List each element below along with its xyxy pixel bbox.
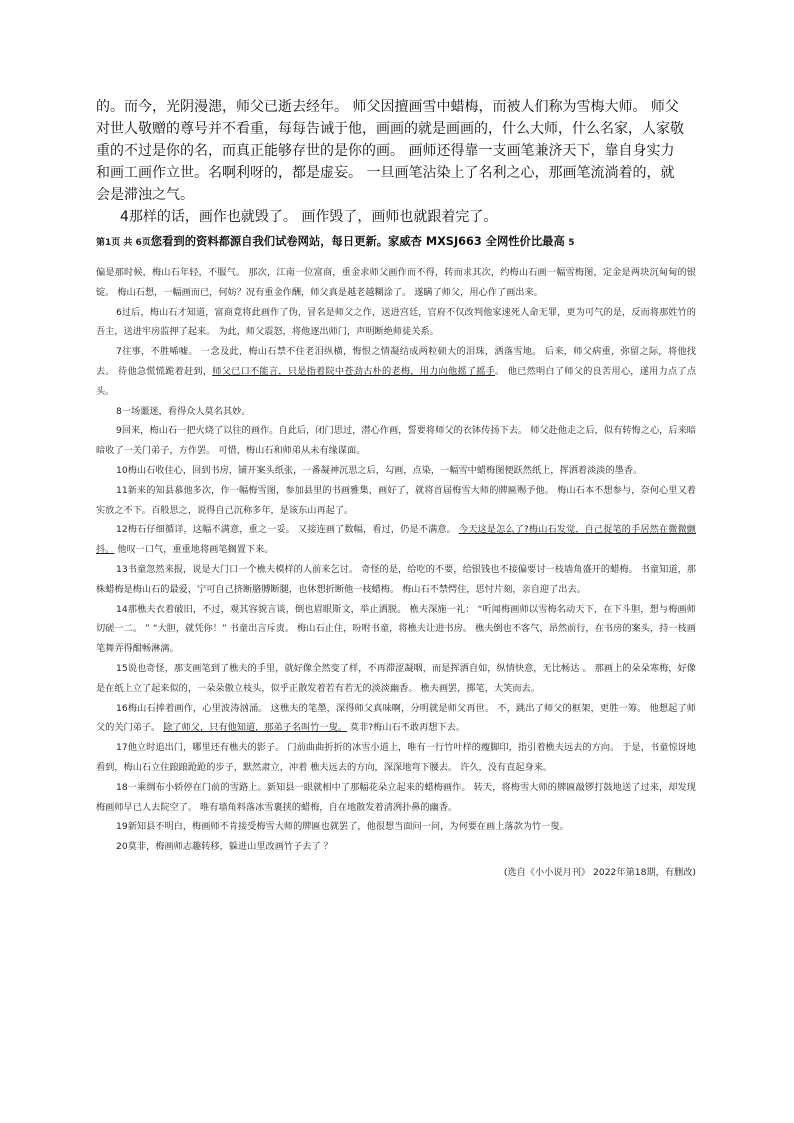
- underlined-text: 师父已口不能言，只是指着院中苍劲古朴的老梅，用力向他摇了摇手: [212, 365, 496, 377]
- paragraph-text: 12梅石仔细循详，这幅不满意，重之一妥。 又接连画了数幅，看过，仍是不满意。: [116, 524, 459, 536]
- paragraph-text: 16梅山石捧着画作，心里波涛汹涌。 这樵夫的笔墨，深得师父真味啊，分明就是师父再世。 不，跳出了师父的框架，更胜一筹。 他想起了师父的关门弟子。: [96, 702, 696, 734]
- paragraph-p10: [96, 461, 696, 481]
- intro-line: 的。而今，光阴漫漶，师父已逝去经年。 师父因擅画雪中蜡梅，而被人们称为雪梅大师。 师父: [96, 99, 679, 115]
- paragraph-p17: [96, 738, 696, 778]
- paragraph-p16: [96, 699, 696, 739]
- paragraph-p6: [96, 303, 696, 343]
- paragraph-p8: [96, 402, 696, 422]
- paragraph-text: 17他立时追出门，哪里还有樵夫的影子。 门前曲曲折折的冰雪小道上，唯有一行竹叶样的瘦脚印，指引着樵夫远去的方向。 于是，书童惊讶地看到，梅山石立住踉踉跄跄的步子，默然肃立，冲着 樵夫远去的方向，深深地弯下腰去。 许久，没有直起身来。: [96, 742, 696, 773]
- paragraph-text: 莫非?梅山石不敢再想下去。: [346, 722, 466, 734]
- paragraph-text: 8一场噩迷，看得众人莫名其妙。: [116, 405, 251, 417]
- intro-line: 对世人敬赠的尊号并不看重，每每告诫于他，画画的就是画画的，什么大师，什么名家，人家敬: [96, 121, 684, 137]
- page-footer: [96, 234, 708, 251]
- paragraph-p9: [96, 421, 696, 461]
- underlined-text: 今天这是怎么了?梅山石发觉，自己捉笔的手居然在微微颤抖。: [96, 524, 696, 556]
- intro-paragraph-end: [96, 206, 696, 228]
- intro-line: 和画工画作立世。名啊利呀的，都是虚妄。 一旦画笔沾染上了名利之心，那画笔流淌着的，就: [96, 165, 675, 181]
- intro-line: 会是滞浊之气。: [96, 187, 194, 203]
- intro-paragraph: [96, 96, 696, 206]
- site-ad: 您看到的资料都源自我们试卷网站，每日更新。家威杏 MXSJ663 全网性价比最高: [150, 235, 565, 248]
- article-body: [96, 263, 696, 883]
- paragraph-text: 。 他已然明白了师父的良苦用心，遂用力点了点头。: [96, 365, 697, 397]
- paragraph-p11: [96, 481, 696, 521]
- paragraph-p15: [96, 659, 696, 699]
- paragraph-text: 7往事，不胜唏嘘。 一念及此，梅山石禁不住老泪纵横，悔恨之情凝结成两粒硕大的泪珠，洒落雪地。 后来，师父病重，弥留之际，将他找去。 待他急慌慌跪着赶到，: [96, 346, 696, 377]
- paragraph-text: 15说也奇怪，那支画笔到了樵夫的手里，就好像全然变了样，不再滞涩凝咽，而是挥洒自如，纵情快意，无比畅达 。 那画上的朵朵寒梅，好像是在纸上立了起来似的，一朵朵傲立枝头，似乎正散发着若有若无的淡淡幽香。 樵夫画罢，掷笔，大笑而去。: [96, 662, 696, 694]
- paragraph-text: 他叹一口气，重重地将画笔搁置下来。: [114, 544, 274, 556]
- paragraph-text: 14那樵夫衣着破旧，不过，观其容貌言谈，倒也眉眼斯文，举止洒脱。 樵夫深施一礼： “听闻梅画师以雪梅名动天下，在下斗胆，想与梅画师切磋一二。 ” “大胆，就凭你！” 书童出言斥责。 梅山石止住，吩咐书童，将樵夫让进书房。 樵夫倒也不客气，昂然前行，在书房的案头，持一枝画笔舞弄得酣畅淋漓。: [96, 603, 696, 655]
- paragraph-text: 20莫非，梅画师志趣转移，躲进山里改画竹子去了 ？: [116, 841, 333, 853]
- paragraph-p12: [96, 520, 696, 560]
- paragraph-text: 10梅山石收住心，回到书房，铺开案头纸张，一番凝神沉思之后，勾画，点染，一幅雪中蜡梅图便跃然纸上，挥洒着淡淡的墨香。: [116, 464, 643, 476]
- paragraph-p19: [96, 817, 696, 837]
- paragraph-p14: [96, 600, 696, 659]
- paragraph-text: 18一乘绸布小轿停在门前的雪路上。新知县一眼就相中了那幅花朵立起来的蜡梅画作。 转天，将梅雪大师的牌匾敲锣打鼓地送了过来，却发现梅画师早已人去院空了。 唯有墙角料落冰雪裹挟的蜡梅，自在地散发着清冽扑鼻的幽香。: [96, 781, 696, 813]
- paragraph-text: 偏是那时候，梅山石年轻，不服气。 那次，江南一位富商，重金求师父画作而不得，转而求其次，约梅山石画一幅雪梅图，定金是两块沉甸甸的银锭。 梅山石想，一幅画而已，何妨？况有重金作酬，师父真是越老越糊涂了。 遂瞒了师父，用心作了画出来。: [96, 267, 696, 298]
- paragraph-4: 4那样的话，画作也就毁了。 画作毁了，画师也就跟着完了。: [120, 209, 498, 225]
- paragraph-text: 11新来的知县慕他多次，作一幅梅雪图，参加县里的书画雅集，画好了，就将首届梅雪大师的牌匾赐予他。 梅山石本不想参与，奈何心里又着实放之不下。百般思之，说得自己沉称多年，是该东山再起了。: [96, 484, 696, 516]
- paragraph-text: 13书童忽然来报，说是大门口一个樵夫模样的人前来乞讨。 奇怪的是，给吃的不要，给银钱也不接偏要讨一枝墙角盛开的蜡梅。 书童知道，那株蜡梅是梅山石的最爱，宁可自己挤断胳膊断腿，也休想折断他一枝蜡梅。 梅山石不禁愕住，思忖片刻，亲自迎了出去。: [96, 563, 696, 595]
- paragraph-text: 19新知县不明白，梅画师不肯接受梅雪大师的牌匾也就罢了，他很想当面问一问，为何要在画上落款为竹一叟。: [116, 821, 569, 833]
- underlined-text: 除了师父，只有他知道，那弟子名叫竹一叟。: [163, 722, 347, 734]
- source-citation: (选自《小小说月刊》 2022年第18期，有删改): [503, 866, 696, 878]
- intro-line: 重的不过是你的名，而真正能够存世的是你的画。 画师还得靠一支画笔兼济天下，靠自身实力: [96, 143, 675, 159]
- paragraph-p13: [96, 560, 696, 600]
- page-number-tail: 5: [568, 238, 575, 248]
- paragraph-text: 9回来，梅山石一把火烧了以往的画作。自此后，闭门思过，潜心作画，誓要将师父的衣钵传扬下去。 师父赴他走之后，似有转悔之心，后来暗暗收了一关门弟子，方作罢。 可惜，梅山石和师弟从未有缘谋面。: [96, 425, 696, 457]
- paragraph-p5: [96, 263, 696, 303]
- paragraph-p18: [96, 778, 696, 818]
- page-info: 第1页 共 6页: [96, 238, 151, 248]
- paragraph-p20: [96, 837, 696, 857]
- paragraph-p7: [96, 342, 696, 401]
- paragraph-text: 6过后，梅山石才知道，富商竟将此画作了伪，冒名是师父之作，送进宫廷，官府不仅改判他家速死人命无罪，更为可气的是，反而将那姓竹的吾主，送进牢房监押了起来。 为此，师父震怒，将他逐出师门，声明断绝师徒关系。: [96, 306, 696, 338]
